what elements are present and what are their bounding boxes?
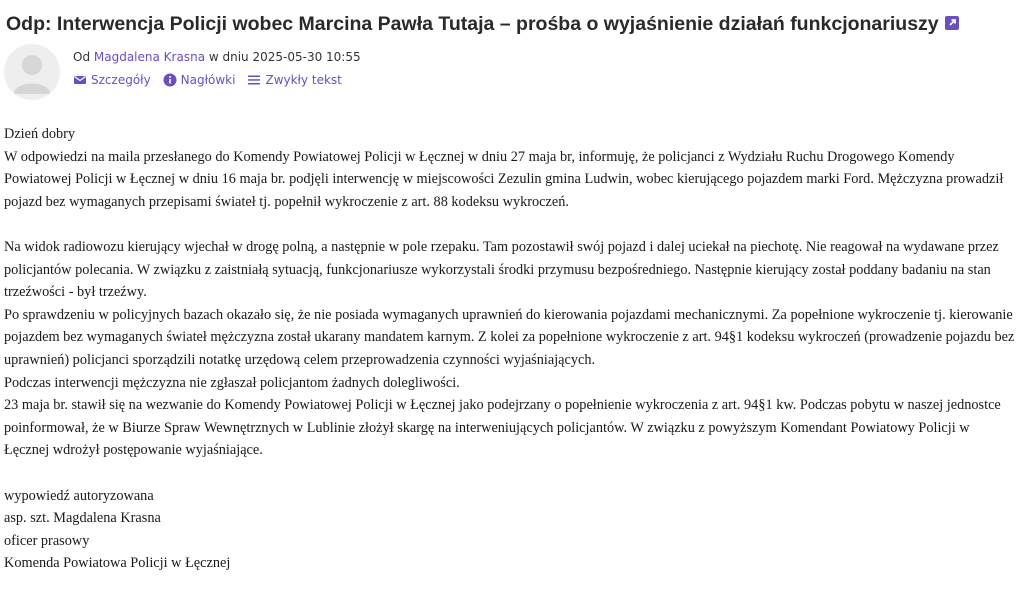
headers-label: Nagłówki [180,73,236,87]
headers-button[interactable] [163,71,236,89]
sender-avatar [4,44,60,100]
signature-line-2: asp. szt. Magdalena Krasna [4,510,161,527]
signature-line-1: wypowiedź autoryzowana [4,487,154,504]
signature-line-4: Komenda Powiatowa Policji w Łęcznej [4,555,231,572]
body-paragraph-3: Po sprawdzeniu w policyjnych bazach okazało się, że nie posiada wymaganych uprawnień do kierowania pojazdami mechanicznymi. Za popełnione wykroczenie tj. kierowanie pojazdem bez wymaganych świateł mężczyzna został ukarany mandatem karnym. Z kolei za popełnione wykroczenie z art. 94§1 kodeksu wykroczeń (prowadzenie pojazdu bez uprawnień) policjanci sporządzili notatkę urzędową celem przeprowadzenia czynności wyjaśniających. [4,306,1015,368]
body-paragraph-1: W odpowiedzi na maila przesłanego do Komendy Powiatowej Policji w Łęcznej w dniu 27 maja br, informuję, że policjanci z Wydziału Ruchu Drogowego Komendy Powiatowej Policji w Łęcznej w dniu 16 maja br. podjęli interwencję w miejscowości Zezulin gmina Ludwin, wobec kierującego pojazdem marki Ford. Mężczyzna prowadził pojazd bez wymaganych przepisami świateł tj. popełnił wykroczenie z art. 88 kodeksu wykroczeń. [4,148,1004,210]
info-icon [163,73,177,87]
message-actions [73,71,342,89]
sender-name-link[interactable]: Magdalena Krasna [93,50,206,64]
email-date: w dniu 2025-05-30 10:55 [208,50,361,64]
email-subject-text: Odp: Interwencja Policji wobec Marcina Pawła Tutaja – prośba o wyjaśnienie działań funkcjonariuszy [6,13,939,35]
email-body [4,123,1016,575]
person-icon [4,44,60,100]
signature-line-3: oficer prasowy [4,532,90,549]
email-subject [6,10,1016,38]
body-paragraph-4: Podczas interwencji mężczyzna nie zgłaszał policjantom żadnych dolegliwości. [4,374,460,391]
details-button[interactable] [73,71,151,89]
greeting: Dzień dobry [4,126,76,142]
lines-icon [247,73,261,87]
details-label: Szczegóły [91,73,151,87]
plain-text-label: Zwykły tekst [265,73,342,87]
envelope-icon [73,73,87,87]
open-external-icon[interactable] [945,16,959,30]
body-paragraph-2: Na widok radiowozu kierujący wjechał w drogę polną, a następnie w pole rzepaku. Tam pozostawił swój pojazd i dalej uciekał na piechotę. Nie reagował na wydawane przez policjantów polecania. W związku z zaistniałą sytuacją, funkcjonariusze wykorzystali środki przymusu bezpośredniego. Następnie kierujący został poddany badaniu na stan trzeźwości - był trzeźwy. [4,238,999,301]
sender-line [73,48,361,66]
from-prefix: Od [73,50,91,64]
body-paragraph-5: 23 maja br. stawił się na wezwanie do Komendy Powiatowej Policji w Łęcznej jako podejrzany o popełnienie wykroczenia z art. 94§1 kw. Podczas pobytu w naszej jednostce poinformował, że w Biurze Spraw Wewnętrznych w Lublinie złożył skargę na interweniujących policjantów. W związku z powyższym Komendant Powiatowy Policji w Łęcznej wdrożył postępowanie wyjaśniające. [4,397,1001,459]
plain-text-button[interactable] [247,71,341,89]
